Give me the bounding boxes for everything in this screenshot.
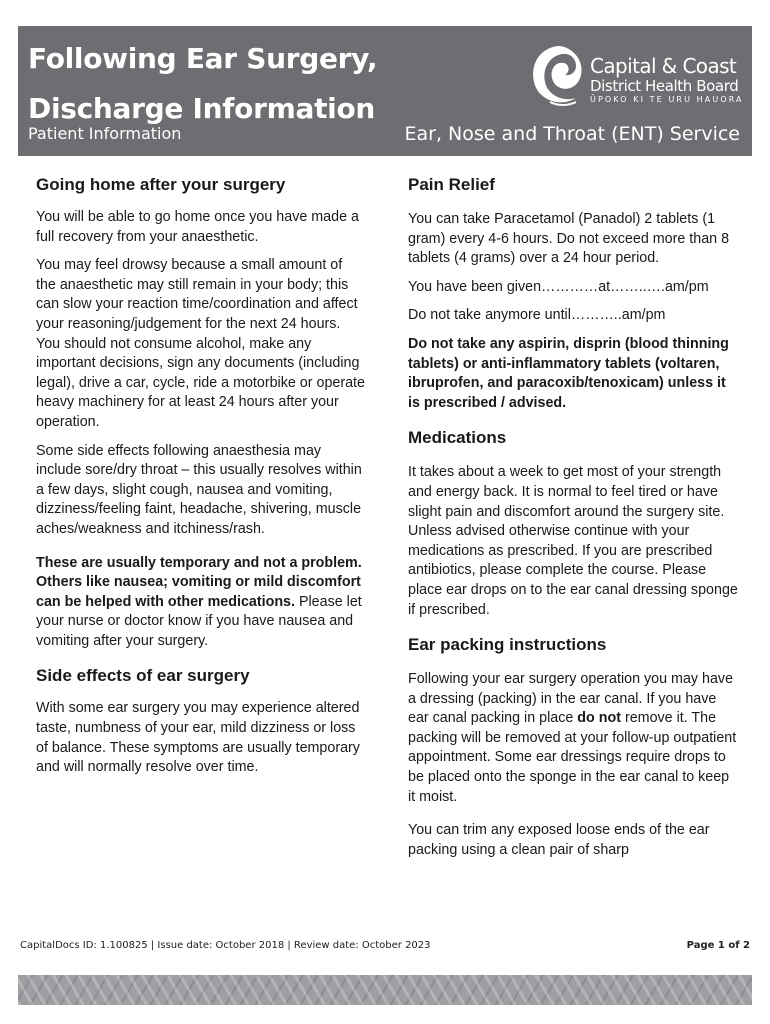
logo-text-line-3: ŪPOKO KI TE URU HAUORA [590,95,744,104]
title-line-1: Following Ear Surgery, [28,42,378,75]
side-effects-paragraph: With some ear surgery you may experience altered taste, numbness of your ear, mild dizziness or loss of balance. These symptoms are usually temporary and will normally resolve over time. [36,700,360,776]
footer-document-id: CapitalDocs ID: 1.100825 | Issue date: October 2018 | Review date: October 2023 [20,940,431,951]
title-line-2: Discharge Information [28,92,376,125]
pain-given-line: You have been given…………at……..….am/pm [408,278,709,295]
left-column [36,174,366,787]
header-banner [18,26,752,156]
heading-going-home: Going home after your surgery [36,175,286,194]
heading-side-effects: Side effects of ear surgery [36,666,250,686]
decorative-footer-band [18,975,752,1005]
pain-warning-bold: Do not take any aspirin, disprin (blood thinning tablets) or anti-inflammatory tablets (voltaren, ibruprofen, and paracoxib/tenoxicam) unless it is prescribed / advised. [408,335,729,411]
packing-text-b: remove it. The packing will be removed at your follow-up outpatient appointment. Some ear dressings require drops to be placed onto the sponge in the ear canal to keep it moist. [408,710,737,805]
koru-logo-icon [528,42,586,108]
temporary-notice-rest: Please let your nurse or doctor know if you have nausea and vomiting after your surgery. [36,593,362,649]
service-name: Ear, Nose and Throat (ENT) Service [404,123,740,145]
packing-text-a: Following your ear surgery operation you may have a dressing (packing) in the ear canal. If you have ear canal packing in place [408,671,734,727]
dhb-logo [528,42,743,106]
document-subtitle: Patient Information [28,124,182,143]
packing-paragraph-1 [408,670,738,807]
going-home-paragraph-4 [36,554,366,652]
going-home-paragraph-1: You will be able to go home once you have made a full recovery from your anaesthetic. [36,209,359,245]
temporary-notice-bold: These are usually temporary and not a problem. Others like nausea; vomiting or mild discomfort can be helped with other medications. [36,554,362,610]
pain-paragraph-1: You can take Paracetamol (Panadol) 2 tablets (1 gram) every 4-6 hours. Do not exceed more than 8 tablets (4 grams) over a 24 hour period. [408,211,730,267]
going-home-paragraph-3: Some side effects following anaesthesia may include sore/dry throat – this usually resolves within a few days, slight cough, nausea and vomiting, dizziness/feeling faint, headache, shivering, muscle aches/weakness and itchiness/rash. [36,442,362,537]
footer-page-number: Page 1 of 2 [686,940,750,951]
logo-text-line-1: Capital & Coast [590,54,737,78]
heading-ear-packing: Ear packing instructions [408,635,607,655]
packing-paragraph-2: You can trim any exposed loose ends of the ear packing using a clean pair of sharp [408,822,710,858]
pain-until-line: Do not take anymore until………..am/pm [408,307,666,324]
heading-pain-relief: Pain Relief [408,175,495,194]
logo-text-line-2: District Health Board [590,77,739,95]
medications-paragraph: It takes about a week to get most of your strength and energy back. It is normal to feel tired or have slight pain and discomfort around the surgery site. Unless advised otherwise continue with your medications as prescribed. If you are prescribed antibiotics, please complete the course. Please place ear drops on to the ear canal dressing sponge if prescribed. [408,464,738,618]
packing-do-not-bold: do not [577,710,621,727]
heading-medications: Medications [408,428,507,448]
right-column [408,174,738,869]
document-title [28,34,377,134]
going-home-paragraph-2: You may feel drowsy because a small amount of the anaesthetic may still remain in your body; this can slow your reaction time/coordination and affect your reasoning/judgement for the next 24 hours. You should not consume alcohol, make any important decisions, sign any documents (including legal), drive a car, cycle, ride a motorbike or operate heavy machinery for at least 24 hours after your operation. [36,257,365,430]
